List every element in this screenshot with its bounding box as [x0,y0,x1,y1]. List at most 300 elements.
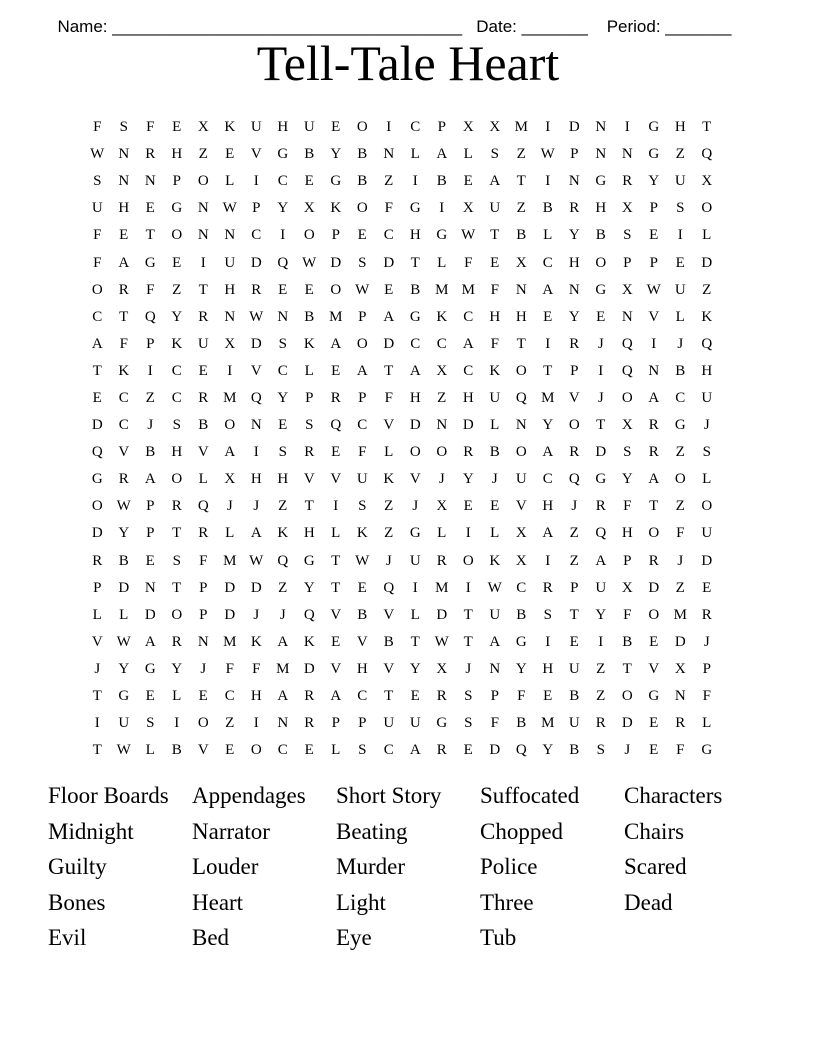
grid-cell[interactable]: Z [384,173,394,190]
grid-cell[interactable]: Y [568,308,580,325]
grid-cell[interactable]: F [93,227,102,244]
grid-cell[interactable]: X [303,200,315,217]
grid-cell[interactable]: N [197,200,209,217]
grid-cell[interactable]: Q [621,362,633,379]
grid-cell[interactable]: Z [198,146,208,163]
grid-cell[interactable]: H [701,362,713,379]
grid-cell[interactable]: I [465,525,471,542]
grid-cell[interactable]: S [464,688,473,705]
grid-cell[interactable]: A [409,742,421,759]
grid-cell[interactable]: A [250,525,262,542]
grid-cell[interactable]: E [304,281,314,298]
grid-cell[interactable]: R [622,173,633,190]
grid-cell[interactable]: X [701,173,713,190]
grid-cell[interactable]: P [331,715,340,732]
grid-cell[interactable]: I [439,200,445,217]
grid-cell[interactable]: P [490,688,499,705]
grid-cell[interactable]: I [200,254,206,271]
grid-cell[interactable]: K [303,335,315,352]
grid-cell[interactable]: Y [542,417,554,434]
grid-cell[interactable]: E [304,742,314,759]
grid-cell[interactable]: V [409,471,421,488]
grid-cell[interactable]: M [329,308,343,325]
grid-cell[interactable]: I [227,362,233,379]
grid-cell[interactable]: H [277,119,289,136]
grid-cell[interactable]: M [541,715,555,732]
grid-cell[interactable]: E [304,173,314,190]
grid-cell[interactable]: Y [277,389,289,406]
grid-cell[interactable]: J [677,552,684,569]
grid-cell[interactable]: R [198,389,209,406]
grid-cell[interactable]: H [595,200,607,217]
grid-cell[interactable]: N [277,715,289,732]
grid-cell[interactable]: E [463,742,473,759]
grid-cell[interactable]: D [118,579,130,596]
grid-cell[interactable]: R [648,552,659,569]
grid-cell[interactable]: U [515,471,527,488]
grid-cell[interactable]: L [410,606,420,623]
grid-cell[interactable]: R [648,417,659,434]
grid-cell[interactable]: N [648,362,660,379]
grid-cell[interactable]: M [223,552,237,569]
grid-cell[interactable]: S [172,417,181,434]
grid-cell[interactable]: J [253,606,260,623]
grid-cell[interactable]: H [621,525,633,542]
grid-cell[interactable]: D [701,254,713,271]
grid-cell[interactable]: X [224,335,236,352]
grid-cell[interactable]: Y [621,471,633,488]
grid-cell[interactable]: A [409,362,421,379]
grid-cell[interactable]: Q [250,389,262,406]
grid-cell[interactable]: L [304,362,314,379]
grid-cell[interactable]: L [490,417,500,434]
name-field[interactable]: Name: _____________________________________ [57,17,463,36]
grid-cell[interactable]: S [702,444,711,461]
grid-cell[interactable]: U [356,471,368,488]
grid-cell[interactable]: R [171,498,182,515]
grid-cell[interactable]: A [595,552,607,569]
grid-cell[interactable]: K [383,471,395,488]
grid-cell[interactable]: C [277,173,288,190]
grid-cell[interactable]: U [489,389,501,406]
grid-cell[interactable]: G [648,146,660,163]
grid-cell[interactable]: C [542,471,553,488]
grid-cell[interactable]: D [621,715,633,732]
grid-cell[interactable]: N [118,173,130,190]
grid-cell[interactable]: U [674,281,686,298]
grid-cell[interactable]: C [436,335,447,352]
grid-cell[interactable]: C [92,308,103,325]
grid-cell[interactable]: F [358,444,367,461]
grid-cell[interactable]: H [356,660,368,677]
grid-cell[interactable]: E [278,281,288,298]
grid-cell[interactable]: O [250,742,262,759]
grid-cell[interactable]: E [543,688,553,705]
grid-cell[interactable]: A [277,688,289,705]
grid-cell[interactable]: S [596,742,605,759]
grid-cell[interactable]: A [542,281,554,298]
grid-cell[interactable]: G [436,227,448,244]
grid-cell[interactable]: E [331,633,341,650]
grid-cell[interactable]: Q [621,335,633,352]
grid-cell[interactable]: F [676,742,685,759]
grid-cell[interactable]: S [93,173,102,190]
grid-cell[interactable]: G [171,200,183,217]
grid-cell[interactable]: D [595,444,607,461]
grid-cell[interactable]: R [542,579,553,596]
grid-cell[interactable]: F [490,281,499,298]
grid-cell[interactable]: U [489,200,501,217]
grid-cell[interactable]: I [598,633,604,650]
grid-cell[interactable]: W [646,281,661,298]
grid-cell[interactable]: S [623,444,632,461]
grid-cell[interactable]: L [119,606,129,623]
grid-cell[interactable]: X [436,498,448,515]
grid-cell[interactable]: P [570,146,579,163]
grid-cell[interactable]: W [355,281,370,298]
grid-cell[interactable]: R [118,281,129,298]
grid-cell[interactable]: G [595,471,607,488]
grid-cell[interactable]: X [621,200,633,217]
grid-cell[interactable]: F [384,389,393,406]
grid-cell[interactable]: E [225,146,235,163]
grid-cell[interactable]: A [118,254,130,271]
grid-cell[interactable]: O [91,498,103,515]
grid-cell[interactable]: G [409,200,421,217]
grid-cell[interactable]: Y [462,471,474,488]
grid-cell[interactable]: L [92,606,102,623]
grid-cell[interactable]: W [355,552,370,569]
grid-cell[interactable]: H [489,308,501,325]
grid-cell[interactable]: T [543,362,553,379]
grid-cell[interactable]: F [490,715,499,732]
grid-cell[interactable]: Y [409,660,421,677]
grid-cell[interactable]: C [383,227,394,244]
grid-cell[interactable]: H [674,119,686,136]
grid-cell[interactable]: T [92,742,102,759]
grid-cell[interactable]: E [331,362,341,379]
grid-cell[interactable]: B [569,742,580,759]
grid-cell[interactable]: T [596,417,606,434]
grid-cell[interactable]: T [145,227,155,244]
grid-cell[interactable]: P [331,227,340,244]
grid-cell[interactable]: A [462,335,474,352]
grid-cell[interactable]: B [436,173,447,190]
grid-cell[interactable]: J [597,389,604,406]
grid-cell[interactable]: C [463,308,474,325]
grid-cell[interactable]: R [569,200,580,217]
grid-cell[interactable]: Z [278,498,288,515]
grid-cell[interactable]: P [437,119,446,136]
grid-cell[interactable]: N [118,146,130,163]
grid-cell[interactable]: R [171,633,182,650]
grid-cell[interactable]: Y [118,525,130,542]
grid-cell[interactable]: L [145,742,155,759]
grid-cell[interactable]: E [119,227,129,244]
grid-cell[interactable]: S [278,444,287,461]
grid-cell[interactable]: F [252,660,261,677]
grid-cell[interactable]: C [383,742,394,759]
grid-cell[interactable]: O [91,281,103,298]
grid-cell[interactable]: R [569,444,580,461]
grid-cell[interactable]: D [489,742,501,759]
grid-cell[interactable]: I [280,227,286,244]
grid-cell[interactable]: E [145,688,155,705]
grid-cell[interactable]: U [224,254,236,271]
grid-cell[interactable]: P [146,335,155,352]
grid-cell[interactable]: D [303,660,315,677]
grid-cell[interactable]: L [410,146,420,163]
grid-cell[interactable]: H [409,389,421,406]
grid-cell[interactable]: S [119,119,128,136]
grid-cell[interactable]: G [595,281,607,298]
grid-cell[interactable]: O [621,389,633,406]
grid-cell[interactable]: G [436,715,448,732]
grid-cell[interactable]: K [250,633,262,650]
grid-cell[interactable]: I [333,498,339,515]
grid-cell[interactable]: Y [303,579,315,596]
grid-cell[interactable]: T [569,606,579,623]
grid-cell[interactable]: U [197,335,209,352]
grid-cell[interactable]: J [200,660,207,677]
grid-cell[interactable]: T [516,173,526,190]
grid-cell[interactable]: N [250,417,262,434]
grid-cell[interactable]: V [383,660,395,677]
grid-cell[interactable]: E [463,173,473,190]
grid-cell[interactable]: P [570,362,579,379]
grid-cell[interactable]: V [197,742,209,759]
grid-cell[interactable]: A [383,308,395,325]
grid-cell[interactable]: O [303,227,315,244]
grid-cell[interactable]: S [358,254,367,271]
grid-cell[interactable]: I [94,715,100,732]
grid-cell[interactable]: B [198,417,209,434]
grid-cell[interactable]: R [304,444,315,461]
grid-cell[interactable]: J [279,606,286,623]
grid-cell[interactable]: N [144,579,156,596]
grid-cell[interactable]: K [277,525,289,542]
grid-cell[interactable]: E [649,633,659,650]
grid-cell[interactable]: G [303,552,315,569]
grid-cell[interactable]: L [675,308,685,325]
grid-cell[interactable]: N [621,146,633,163]
grid-cell[interactable]: H [462,389,474,406]
grid-cell[interactable]: D [674,633,686,650]
grid-cell[interactable]: T [172,525,182,542]
grid-cell[interactable]: P [199,606,208,623]
grid-cell[interactable]: E [172,254,182,271]
grid-cell[interactable]: S [172,552,181,569]
grid-cell[interactable]: O [436,444,448,461]
grid-cell[interactable]: T [198,281,208,298]
grid-cell[interactable]: O [224,417,236,434]
grid-cell[interactable]: Z [172,281,182,298]
grid-cell[interactable]: P [623,552,632,569]
grid-cell[interactable]: I [412,173,418,190]
grid-cell[interactable]: V [91,633,103,650]
grid-cell[interactable]: H [171,146,183,163]
grid-cell[interactable]: P [649,254,658,271]
grid-cell[interactable]: O [701,498,713,515]
grid-cell[interactable]: X [621,281,633,298]
grid-cell[interactable]: R [198,308,209,325]
grid-cell[interactable]: V [515,498,527,515]
grid-cell[interactable]: N [144,173,156,190]
grid-cell[interactable]: Q [383,579,395,596]
grid-cell[interactable]: M [673,606,687,623]
grid-cell[interactable]: Z [675,146,685,163]
grid-cell[interactable]: I [253,173,259,190]
grid-cell[interactable]: E [490,254,500,271]
grid-cell[interactable]: E [702,579,712,596]
grid-cell[interactable]: S [278,335,287,352]
grid-cell[interactable]: B [410,281,421,298]
grid-cell[interactable]: Y [595,606,607,623]
grid-cell[interactable]: W [116,498,131,515]
grid-cell[interactable]: N [674,688,686,705]
grid-cell[interactable]: L [702,227,712,244]
grid-cell[interactable]: H [409,227,421,244]
grid-cell[interactable]: P [649,200,658,217]
grid-cell[interactable]: H [224,281,236,298]
grid-cell[interactable]: I [677,227,683,244]
grid-cell[interactable]: Y [542,742,554,759]
grid-cell[interactable]: T [384,362,394,379]
grid-cell[interactable]: C [118,417,129,434]
grid-cell[interactable]: R [118,471,129,488]
grid-cell[interactable]: J [94,660,101,677]
grid-cell[interactable]: E [463,498,473,515]
grid-cell[interactable]: O [197,715,209,732]
grid-cell[interactable]: E [225,742,235,759]
grid-cell[interactable]: C [171,389,182,406]
grid-cell[interactable]: R [436,742,447,759]
grid-cell[interactable]: R [569,335,580,352]
grid-cell[interactable]: N [595,119,607,136]
grid-cell[interactable]: N [224,308,236,325]
grid-cell[interactable]: K [171,335,183,352]
grid-cell[interactable]: I [545,633,551,650]
grid-cell[interactable]: C [463,362,474,379]
grid-cell[interactable]: R [436,688,447,705]
grid-cell[interactable]: D [250,254,262,271]
grid-cell[interactable]: V [197,444,209,461]
grid-cell[interactable]: P [146,498,155,515]
grid-cell[interactable]: I [147,362,153,379]
grid-cell[interactable]: W [487,579,502,596]
grid-cell[interactable]: N [436,417,448,434]
grid-cell[interactable]: T [516,335,526,352]
grid-cell[interactable]: Q [701,146,713,163]
grid-cell[interactable]: V [648,660,660,677]
grid-cell[interactable]: X [197,119,209,136]
grid-cell[interactable]: R [595,715,606,732]
grid-cell[interactable]: O [648,606,660,623]
grid-cell[interactable]: E [384,281,394,298]
grid-cell[interactable]: U [118,715,130,732]
grid-cell[interactable]: Y [568,227,580,244]
grid-cell[interactable]: A [91,335,103,352]
grid-cell[interactable]: S [358,498,367,515]
grid-cell[interactable]: Q [515,742,527,759]
grid-cell[interactable]: G [91,471,103,488]
grid-cell[interactable]: K [489,552,501,569]
grid-cell[interactable]: R [648,444,659,461]
grid-cell[interactable]: R [304,715,315,732]
grid-cell[interactable]: D [250,335,262,352]
grid-cell[interactable]: T [331,552,341,569]
grid-cell[interactable]: C [251,227,262,244]
grid-cell[interactable]: G [674,417,686,434]
grid-cell[interactable]: O [595,254,607,271]
grid-cell[interactable]: I [174,715,180,732]
grid-cell[interactable]: O [356,119,368,136]
grid-cell[interactable]: O [515,362,527,379]
grid-cell[interactable]: E [198,362,208,379]
grid-cell[interactable]: I [545,552,551,569]
grid-cell[interactable]: X [674,660,686,677]
grid-cell[interactable]: E [596,308,606,325]
grid-cell[interactable]: F [702,688,711,705]
grid-cell[interactable]: B [304,146,315,163]
grid-cell[interactable]: O [674,471,686,488]
grid-cell[interactable]: N [515,281,527,298]
grid-cell[interactable]: D [224,579,236,596]
grid-cell[interactable]: V [383,606,395,623]
grid-cell[interactable]: A [144,633,156,650]
grid-cell[interactable]: E [410,688,420,705]
grid-cell[interactable]: E [490,498,500,515]
grid-cell[interactable]: X [462,200,474,217]
grid-cell[interactable]: F [93,254,102,271]
grid-cell[interactable]: A [542,444,554,461]
grid-cell[interactable]: Z [675,579,685,596]
grid-cell[interactable]: F [199,552,208,569]
grid-cell[interactable]: E [172,119,182,136]
grid-cell[interactable]: U [674,173,686,190]
grid-cell[interactable]: J [253,498,260,515]
grid-cell[interactable]: Z [569,525,579,542]
grid-cell[interactable]: Y [515,660,527,677]
grid-cell[interactable]: Y [277,200,289,217]
grid-cell[interactable]: D [462,417,474,434]
grid-cell[interactable]: K [356,525,368,542]
grid-cell[interactable]: L [702,715,712,732]
grid-cell[interactable]: N [197,227,209,244]
grid-cell[interactable]: P [252,200,261,217]
grid-cell[interactable]: D [224,606,236,623]
grid-cell[interactable]: B [569,688,580,705]
grid-cell[interactable]: C [410,335,421,352]
grid-cell[interactable]: R [304,688,315,705]
grid-cell[interactable]: Z [437,389,447,406]
grid-cell[interactable]: Z [145,389,155,406]
grid-cell[interactable]: B [357,606,368,623]
grid-cell[interactable]: L [225,525,235,542]
grid-cell[interactable]: Z [278,579,288,596]
grid-cell[interactable]: P [172,173,181,190]
grid-cell[interactable]: J [412,498,419,515]
grid-cell[interactable]: Z [702,281,712,298]
grid-cell[interactable]: F [146,119,155,136]
grid-cell[interactable]: Q [595,525,607,542]
grid-cell[interactable]: T [463,633,473,650]
grid-cell[interactable]: T [649,498,659,515]
grid-cell[interactable]: S [146,715,155,732]
grid-cell[interactable]: Z [596,660,606,677]
grid-cell[interactable]: N [568,173,580,190]
grid-cell[interactable]: T [92,362,102,379]
